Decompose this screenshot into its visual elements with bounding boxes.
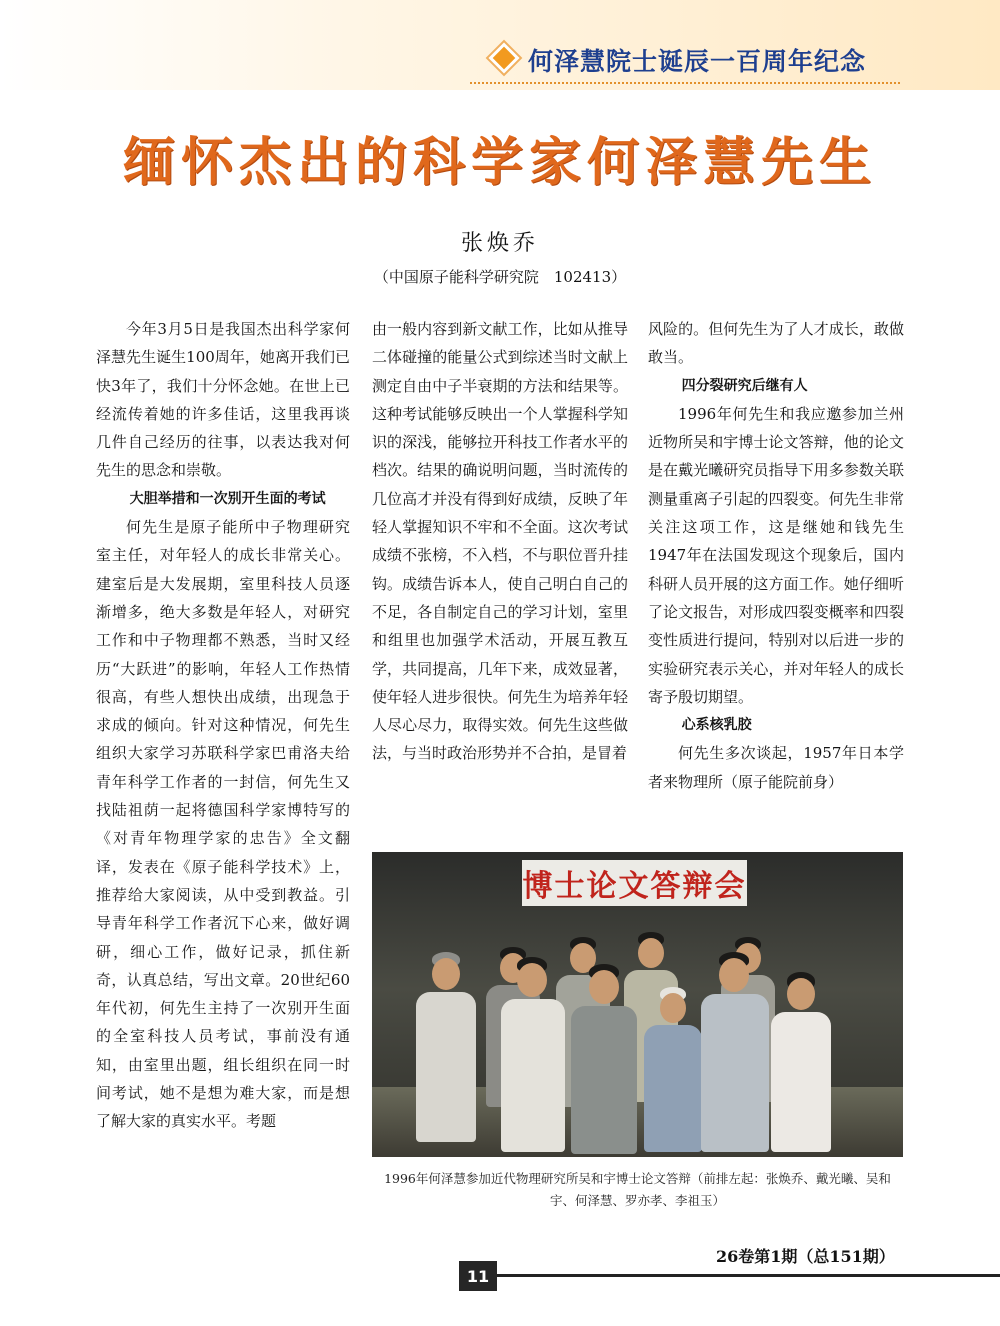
text-column-3 [648,315,904,796]
person-figure [697,952,771,1152]
text-column-2 [372,315,628,768]
person-figure [567,964,639,1154]
person-figure [767,972,833,1152]
issue-info: 26卷第1期（总151期） [716,1247,895,1266]
header-divider [470,82,900,84]
paragraph: 今年3月5日是我国杰出科学家何泽慧先生诞生100周年，她离开我们已快3年了，我们十分怀念她。在世上已经流传着她的许多佳话，这里我再谈几件自己经历的往事，以表达我对何先生的思念和崇敬。 [96,320,350,480]
section-heading: 大胆举措和一次别开生面的考试 [129,490,326,507]
paragraph: 何先生多次谈起，1957年日本学者来物理所（原子能院前身） [648,744,904,791]
group-photo [372,852,903,1157]
footer-rule [495,1274,1000,1277]
article-title: 缅怀杰出的科学家何泽慧先生 [122,133,877,193]
section-heading: 心系核乳胶 [681,717,752,734]
text-column-1 [96,315,350,1136]
paragraph: 由一般内容到新文献工作，比如从推导二体碰撞的能量公式到综述当时文献上测定自由中子半衰期的方法和结果等。这种考试能够反映出一个人掌握科学知识的深浅，能够拉开科技工作者水平的档次。结果的确说明问题，当时流传的几位高才并没有得到好成绩，反映了年轻人掌握知识不牢和不全面。这次考试成绩不张榜，不入档，不与职位晋升挂钩。成绩告诉本人，使自己明白自己的不足，各自制定自己的学习计划，室里和组里也加强学术活动，开展互教互学，共同提高，几年下来，成效显著，使年轻人进步很快。何先生为培养年轻人尽心尽力，取得实效。何先生这些做法，与当时政治形势并不合拍，是冒着 [372,320,628,763]
person-figure [640,987,704,1152]
article-author: 张焕乔 [460,231,539,256]
paragraph: 1996年何先生和我应邀参加兰州近物所吴和宇博士论文答辩，他的论文是在戴光曦研究员指导下用多参数关联测量重离子引起的四裂变。何先生非常关注这项工作，这是继她和钱先生1947年在法国发现这个现象后，国内科研人员开展的这方面工作。她仔细听了论文报告，对形成四裂变概率和四裂变性质进行提问，特别对以后进一步的实验研究表示关心，并对年轻人的成长寄予殷切期望。 [648,404,904,706]
paragraph: 风险的。但何先生为了人才成长，敢做敢当。 [648,320,904,367]
paragraph: 何先生是原子能所中子物理研究室主任，对年轻人的成长非常关心。建室后是大发展期，室里科技人员逐渐增多，绝大多数是年轻人，对研究工作和中子物理都不熟悉，当时又经历“大跃进”的影响，年轻人工作热情很高，有些人想快出成绩，出现急于求成的倾向。针对这种情况，何先生组织大家学习苏联科学家巴甫洛夫给青年科学工作者的一封信，何先生又找陆祖荫一起将德国科学家博特写的《对青年物理学家的忠告》全文翻译，发表在《原子能科学技术》上，推荐给大家阅读，从中受到教益。引导青年科学工作者沉下心来，做好调研，细心工作，做好记录，抓住新奇，认真总结，写出文章。20世纪60年代初，何先生主持了一次别开生面的全室科技人员考试，事前没有通知，由室里出题，组长组织在同一时间考试，她不是想为难大家，而是想了解大家的真实水平。考题 [96,518,350,1131]
author-affiliation: （中国原子能科学研究院 102413） [373,268,627,286]
section-heading: 四分裂研究后继有人 [681,377,808,394]
photo-banner: 博士论文答辩会 [522,860,747,906]
page-number: 11 [459,1261,497,1291]
person-figure [497,957,567,1152]
person-figure [412,952,478,1142]
column-title: 何泽慧院士诞辰一百周年纪念 [528,47,867,76]
photo-caption: 1996年何泽慧参加近代物理研究所吴和宇博士论文答辩（前排左起：张焕乔、戴光曦、吴和宇、何泽慧、罗亦孝、李祖玉） [384,1171,891,1208]
